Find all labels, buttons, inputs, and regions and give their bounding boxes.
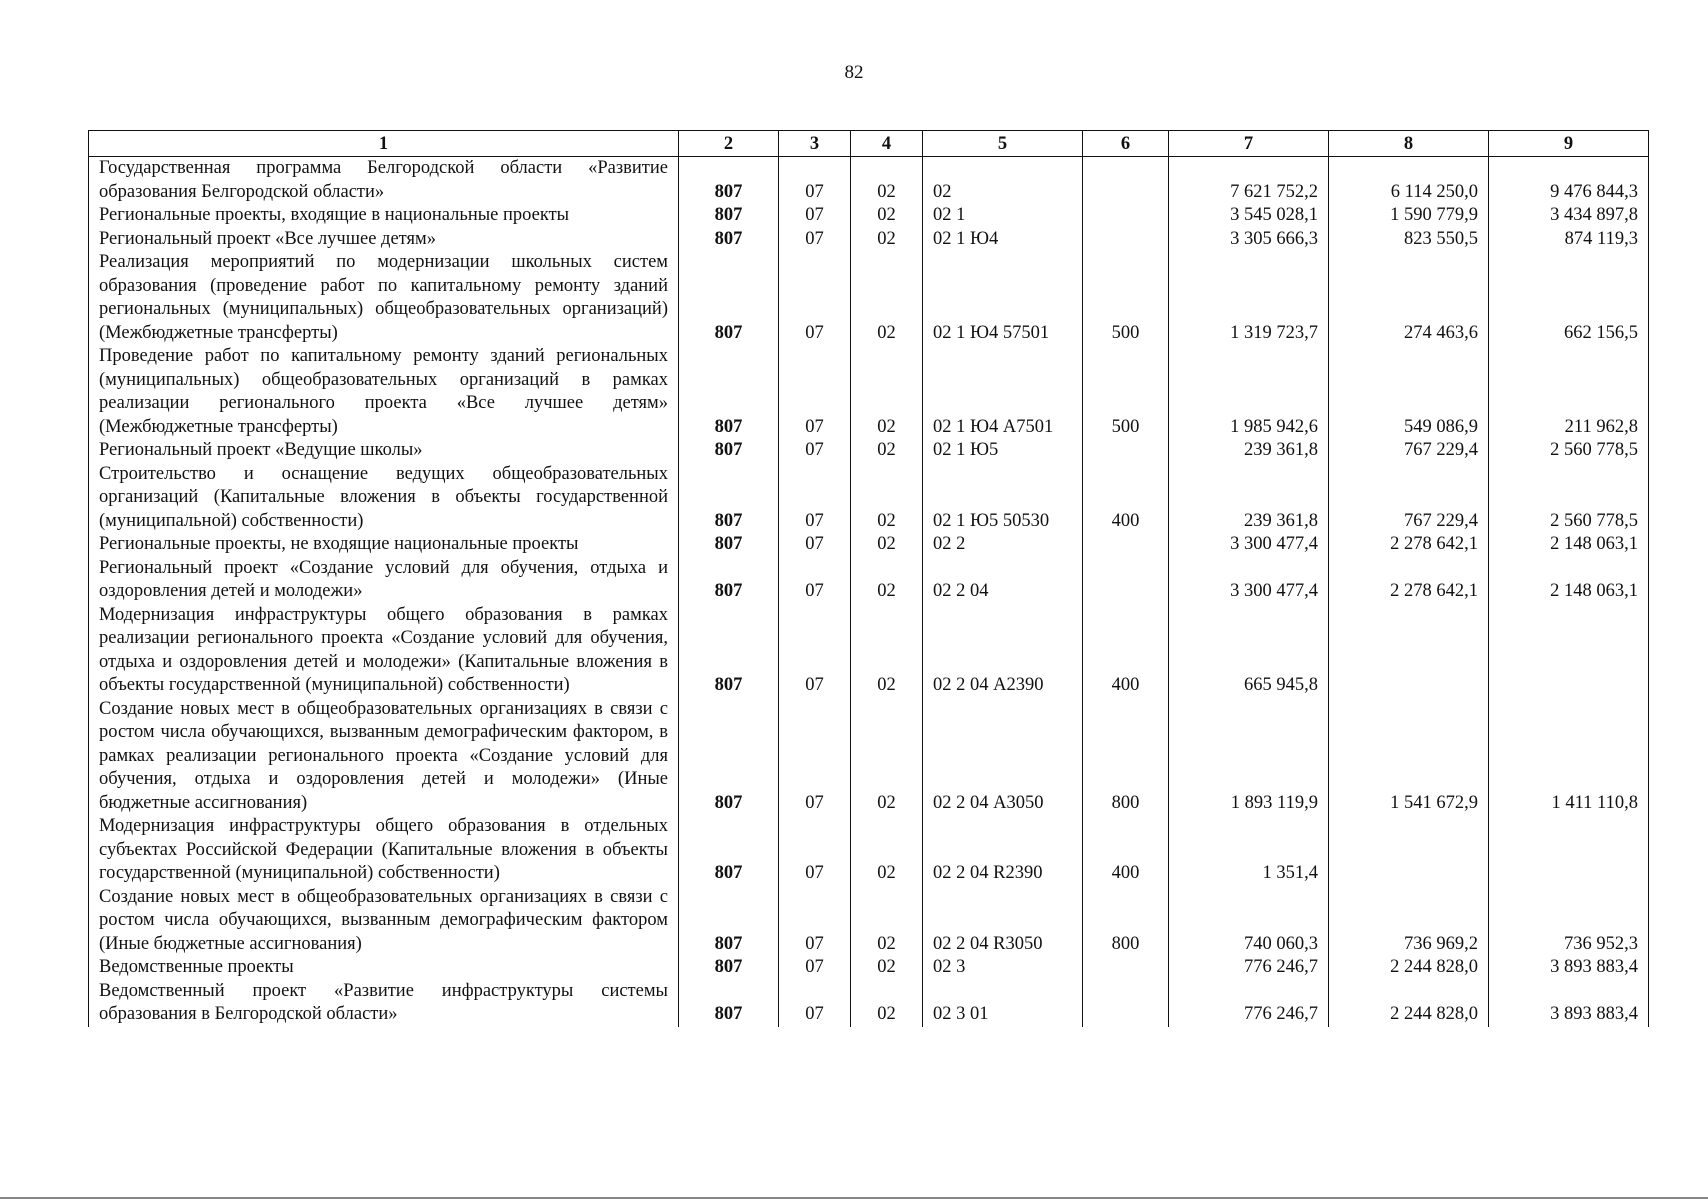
cell-section: 07 [779, 886, 851, 957]
table-row [89, 698, 1649, 816]
column-header: 6 [1083, 131, 1169, 157]
cell-subsection: 02 [851, 251, 923, 345]
cell-section: 07 [779, 228, 851, 252]
cell-expense-type: 500 [1083, 251, 1169, 345]
cell-subsection: 02 [851, 557, 923, 604]
cell-expense-type: 500 [1083, 345, 1169, 439]
cell-section: 07 [779, 439, 851, 463]
cell-amount-col8: 1 541 672,9 [1329, 698, 1489, 816]
cell-ministry-code: 807 [679, 886, 779, 957]
cell-expense-type [1083, 228, 1169, 252]
cell-ministry-code: 807 [679, 557, 779, 604]
cell-amount-col8: 736 969,2 [1329, 886, 1489, 957]
table-row [89, 557, 1649, 604]
cell-section: 07 [779, 604, 851, 698]
cell-ministry-code: 807 [679, 980, 779, 1027]
cell-amount-col7: 3 545 028,1 [1169, 204, 1329, 228]
cell-amount-col8: 549 086,9 [1329, 345, 1489, 439]
cell-target-article: 02 2 [923, 533, 1083, 557]
cell-section: 07 [779, 980, 851, 1027]
table-row [89, 533, 1649, 557]
cell-ministry-code: 807 [679, 204, 779, 228]
row-name: Строительство и оснащение ведущих общеобразовательных организаций (Капитальные вложения в объекты государственной (муниципальной) собственности) [89, 463, 679, 534]
table-row [89, 815, 1649, 886]
cell-amount-col8: 767 229,4 [1329, 439, 1489, 463]
cell-amount-col7: 665 945,8 [1169, 604, 1329, 698]
cell-section: 07 [779, 533, 851, 557]
cell-expense-type [1083, 439, 1169, 463]
cell-amount-col8: 767 229,4 [1329, 463, 1489, 534]
cell-amount-col8: 6 114 250,0 [1329, 157, 1489, 205]
table-row [89, 204, 1649, 228]
cell-amount-col7: 239 361,8 [1169, 439, 1329, 463]
cell-expense-type [1083, 557, 1169, 604]
cell-amount-col7: 1 351,4 [1169, 815, 1329, 886]
cell-ministry-code: 807 [679, 604, 779, 698]
cell-target-article: 02 1 Ю4 [923, 228, 1083, 252]
cell-target-article: 02 3 01 [923, 980, 1083, 1027]
row-name: Ведомственные проекты [89, 956, 679, 980]
cell-expense-type [1083, 956, 1169, 980]
row-name: Проведение работ по капитальному ремонту зданий региональных (муниципальных) общеобразовательных организаций в рамках реализации регионального проекта «Все лучшее детям» (Межбюджетные трансферты) [89, 345, 679, 439]
cell-expense-type [1083, 157, 1169, 205]
cell-expense-type: 400 [1083, 463, 1169, 534]
cell-target-article: 02 1 Ю5 50530 [923, 463, 1083, 534]
page-number: 82 [844, 62, 864, 83]
cell-amount-col8: 1 590 779,9 [1329, 204, 1489, 228]
cell-subsection: 02 [851, 345, 923, 439]
cell-target-article: 02 1 Ю4 А7501 [923, 345, 1083, 439]
cell-amount-col7: 7 621 752,2 [1169, 157, 1329, 205]
cell-amount-col7: 776 246,7 [1169, 956, 1329, 980]
cell-amount-col7: 3 300 477,4 [1169, 533, 1329, 557]
budget-table [88, 130, 1649, 1027]
cell-amount-col7: 3 305 666,3 [1169, 228, 1329, 252]
cell-amount-col8: 2 278 642,1 [1329, 557, 1489, 604]
cell-amount-col7: 776 246,7 [1169, 980, 1329, 1027]
cell-amount-col8: 274 463,6 [1329, 251, 1489, 345]
cell-ministry-code: 807 [679, 439, 779, 463]
cell-amount-col9: 2 148 063,1 [1489, 557, 1649, 604]
cell-target-article: 02 1 Ю5 [923, 439, 1083, 463]
cell-ministry-code: 807 [679, 345, 779, 439]
cell-section: 07 [779, 345, 851, 439]
cell-target-article: 02 2 04 R2390 [923, 815, 1083, 886]
cell-section: 07 [779, 463, 851, 534]
cell-ministry-code: 807 [679, 463, 779, 534]
cell-subsection: 02 [851, 228, 923, 252]
cell-expense-type [1083, 533, 1169, 557]
cell-amount-col9: 3 893 883,4 [1489, 980, 1649, 1027]
column-header: 8 [1329, 131, 1489, 157]
cell-target-article: 02 1 Ю4 57501 [923, 251, 1083, 345]
row-name: Региональные проекты, не входящие национальные проекты [89, 533, 679, 557]
row-name: Реализация мероприятий по модернизации школьных систем образования (проведение работ по капитальному ремонту зданий региональных (муниципальных) общеобразовательных организаций) (Межбюджетные трансферты) [89, 251, 679, 345]
cell-amount-col8: 823 550,5 [1329, 228, 1489, 252]
cell-amount-col9: 1 411 110,8 [1489, 698, 1649, 816]
cell-subsection: 02 [851, 439, 923, 463]
row-name: Региональные проекты, входящие в национальные проекты [89, 204, 679, 228]
cell-ministry-code: 807 [679, 698, 779, 816]
table-row [89, 439, 1649, 463]
cell-amount-col9: 874 119,3 [1489, 228, 1649, 252]
cell-section: 07 [779, 698, 851, 816]
row-name: Региональный проект «Все лучшее детям» [89, 228, 679, 252]
row-name: Создание новых мест в общеобразовательных организациях в связи с ростом числа обучающихся, вызванным демографическим фактором (Иные бюджетные ассигнования) [89, 886, 679, 957]
row-name: Государственная программа Белгородской области «Развитие образования Белгородской области» [89, 157, 679, 205]
table-header-row [89, 131, 1649, 157]
cell-ministry-code: 807 [679, 956, 779, 980]
cell-expense-type [1083, 980, 1169, 1027]
cell-amount-col7: 1 893 119,9 [1169, 698, 1329, 816]
column-header: 5 [923, 131, 1083, 157]
table-row [89, 228, 1649, 252]
cell-amount-col8 [1329, 604, 1489, 698]
cell-expense-type: 400 [1083, 604, 1169, 698]
row-name: Региональный проект «Создание условий для обучения, отдыха и оздоровления детей и молодежи» [89, 557, 679, 604]
cell-target-article: 02 3 [923, 956, 1083, 980]
cell-amount-col9: 211 962,8 [1489, 345, 1649, 439]
cell-amount-col7: 1 985 942,6 [1169, 345, 1329, 439]
cell-ministry-code: 807 [679, 157, 779, 205]
row-name: Региональный проект «Ведущие школы» [89, 439, 679, 463]
cell-subsection: 02 [851, 604, 923, 698]
scan-edge-line [0, 1197, 1708, 1199]
cell-subsection: 02 [851, 533, 923, 557]
cell-amount-col8 [1329, 815, 1489, 886]
table-row [89, 604, 1649, 698]
cell-amount-col7: 3 300 477,4 [1169, 557, 1329, 604]
cell-amount-col7: 239 361,8 [1169, 463, 1329, 534]
cell-amount-col9: 3 893 883,4 [1489, 956, 1649, 980]
cell-expense-type [1083, 204, 1169, 228]
cell-ministry-code: 807 [679, 533, 779, 557]
cell-amount-col7: 1 319 723,7 [1169, 251, 1329, 345]
cell-expense-type: 800 [1083, 698, 1169, 816]
cell-subsection: 02 [851, 815, 923, 886]
column-header: 7 [1169, 131, 1329, 157]
table-row [89, 886, 1649, 957]
table-row [89, 157, 1649, 205]
cell-section: 07 [779, 557, 851, 604]
cell-subsection: 02 [851, 956, 923, 980]
cell-section: 07 [779, 251, 851, 345]
cell-ministry-code: 807 [679, 815, 779, 886]
cell-amount-col9: 2 148 063,1 [1489, 533, 1649, 557]
cell-ministry-code: 807 [679, 251, 779, 345]
cell-target-article: 02 2 04 [923, 557, 1083, 604]
cell-amount-col9: 9 476 844,3 [1489, 157, 1649, 205]
cell-amount-col8: 2 244 828,0 [1329, 980, 1489, 1027]
cell-amount-col9: 736 952,3 [1489, 886, 1649, 957]
cell-subsection: 02 [851, 980, 923, 1027]
cell-section: 07 [779, 157, 851, 205]
cell-target-article: 02 1 [923, 204, 1083, 228]
table-row [89, 345, 1649, 439]
table-row [89, 956, 1649, 980]
cell-amount-col9: 3 434 897,8 [1489, 204, 1649, 228]
row-name: Создание новых мест в общеобразовательных организациях в связи с ростом числа обучающихся, вызванным демографическим фактором, в рамках реализации регионального проекта «Создание условий для обучения, отдыха и оздоровления детей и молодежи» (Иные бюджетные ассигнования) [89, 698, 679, 816]
cell-section: 07 [779, 815, 851, 886]
column-header: 4 [851, 131, 923, 157]
cell-target-article: 02 2 04 А2390 [923, 604, 1083, 698]
cell-subsection: 02 [851, 463, 923, 534]
cell-subsection: 02 [851, 886, 923, 957]
cell-amount-col9: 662 156,5 [1489, 251, 1649, 345]
cell-amount-col8: 2 244 828,0 [1329, 956, 1489, 980]
row-name: Модернизация инфраструктуры общего образования в рамках реализации регионального проекта «Создание условий для обучения, отдыха и оздоровления детей и молодежи» (Капитальные вложения в объекты государственной (муниципальной) собственности) [89, 604, 679, 698]
column-header: 2 [679, 131, 779, 157]
cell-section: 07 [779, 204, 851, 228]
cell-amount-col9: 2 560 778,5 [1489, 463, 1649, 534]
cell-target-article: 02 2 04 А3050 [923, 698, 1083, 816]
cell-subsection: 02 [851, 204, 923, 228]
table-row [89, 980, 1649, 1027]
column-header: 1 [89, 131, 679, 157]
row-name: Модернизация инфраструктуры общего образования в отдельных субъектах Российской Федерации (Капитальные вложения в объекты государственной (муниципальной) собственности) [89, 815, 679, 886]
row-name: Ведомственный проект «Развитие инфраструктуры системы образования в Белгородской области» [89, 980, 679, 1027]
cell-ministry-code: 807 [679, 228, 779, 252]
cell-amount-col7: 740 060,3 [1169, 886, 1329, 957]
cell-expense-type: 400 [1083, 815, 1169, 886]
cell-section: 07 [779, 956, 851, 980]
cell-subsection: 02 [851, 157, 923, 205]
cell-target-article: 02 [923, 157, 1083, 205]
cell-expense-type: 800 [1083, 886, 1169, 957]
column-header: 9 [1489, 131, 1649, 157]
column-header: 3 [779, 131, 851, 157]
cell-target-article: 02 2 04 R3050 [923, 886, 1083, 957]
cell-amount-col9 [1489, 604, 1649, 698]
table-row [89, 251, 1649, 345]
cell-amount-col9: 2 560 778,5 [1489, 439, 1649, 463]
cell-subsection: 02 [851, 698, 923, 816]
table-row [89, 463, 1649, 534]
cell-amount-col9 [1489, 815, 1649, 886]
cell-amount-col8: 2 278 642,1 [1329, 533, 1489, 557]
